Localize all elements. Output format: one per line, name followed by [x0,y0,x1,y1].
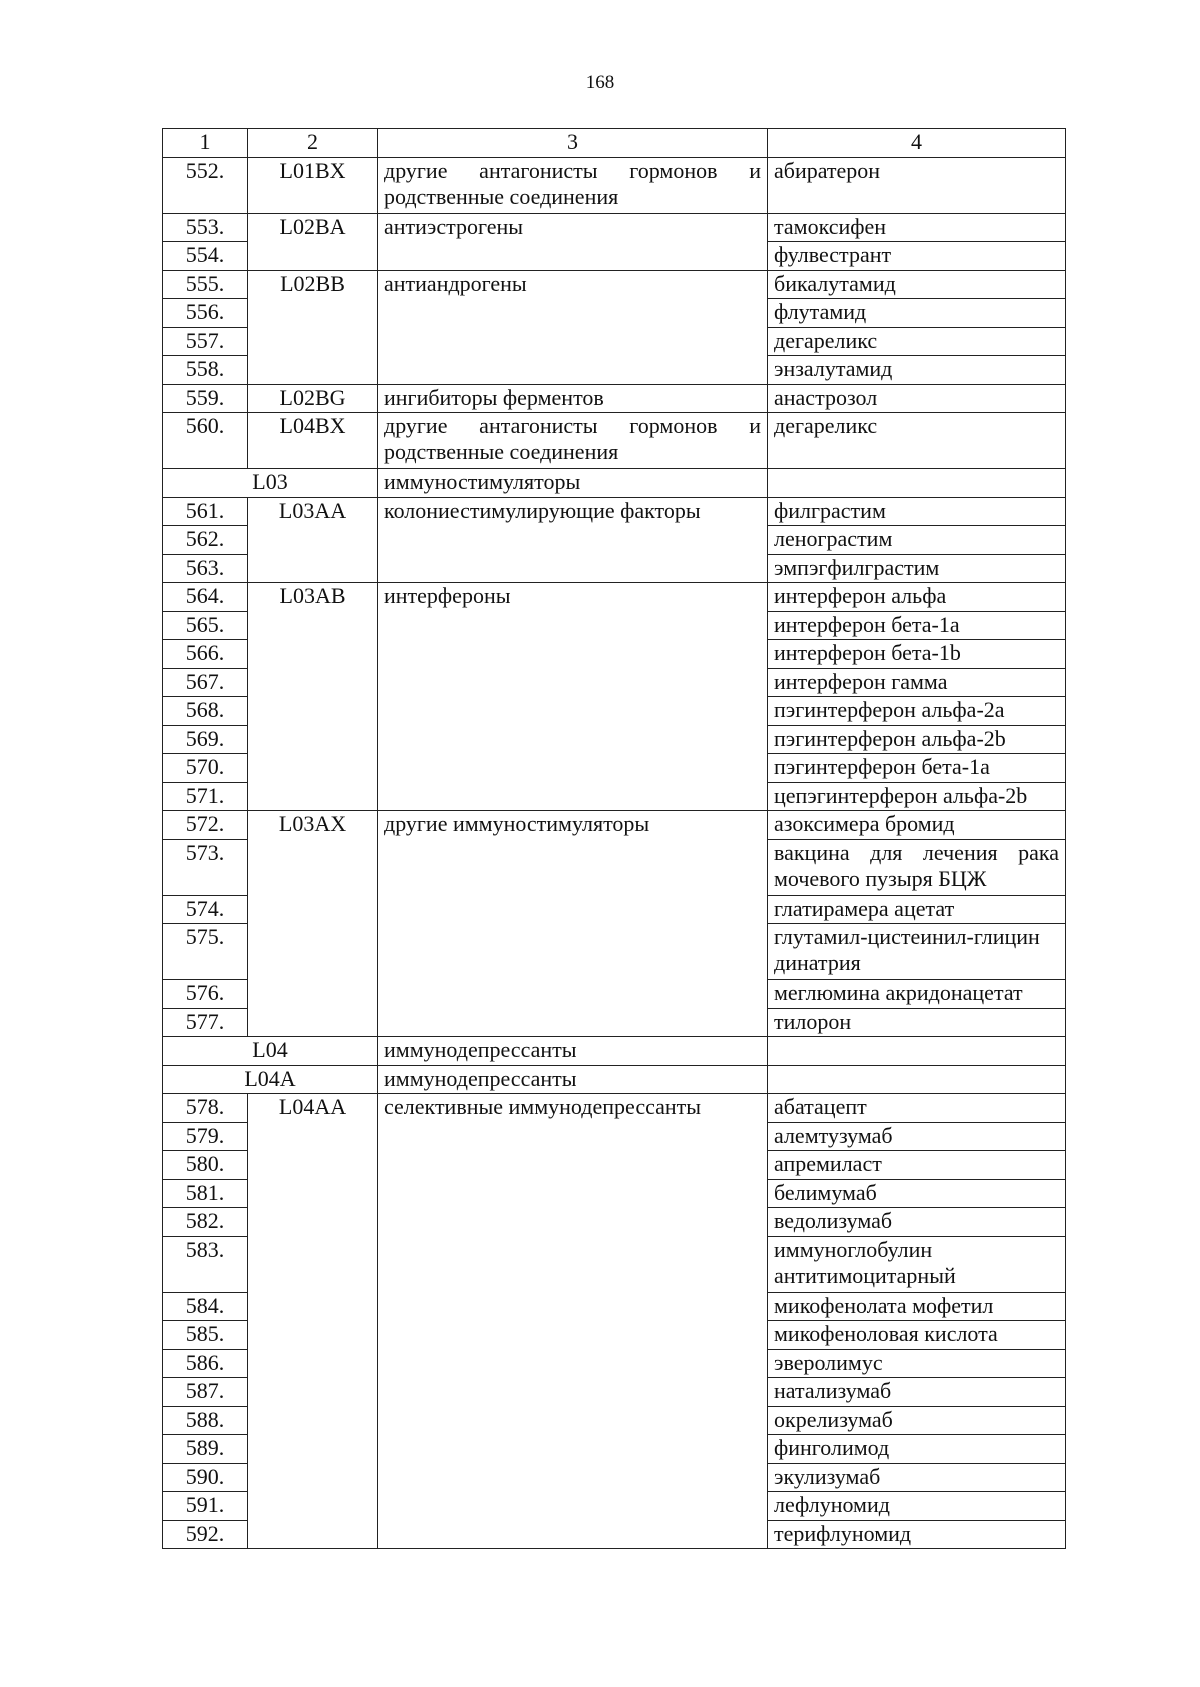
row-number-cell: 561. [163,497,248,526]
row-number-cell: 569. [163,725,248,754]
section-empty-cell [768,1065,1066,1094]
atc-code-cell: L02BG [248,384,378,413]
row-number-cell: 557. [163,327,248,356]
header-col-4: 4 [768,129,1066,158]
row-number-cell: 552. [163,157,248,213]
row-number-cell: 574. [163,895,248,924]
row-number-cell: 570. [163,754,248,783]
header-col-2: 2 [248,129,378,158]
drug-name-cell: анастрозол [768,384,1066,413]
header-col-1: 1 [163,129,248,158]
atc-code-cell: L02BB [248,270,378,384]
section-code-cell: L04A [163,1065,378,1094]
row-number-cell: 590. [163,1463,248,1492]
table-row [163,157,1066,213]
atc-code-cell: L03AB [248,583,378,811]
drug-name-cell: алемтузумаб [768,1122,1066,1151]
drug-name-cell: микофенолата мофетил [768,1292,1066,1321]
drug-name-cell: филграстим [768,497,1066,526]
row-number-cell: 566. [163,640,248,669]
drug-name-cell: меглюмина акридонацетат [768,980,1066,1009]
drug-name-cell: тилорон [768,1008,1066,1037]
atc-code-cell: L04AA [248,1094,378,1549]
section-row [163,1065,1066,1094]
row-number-cell: 578. [163,1094,248,1123]
table-row [163,413,1066,469]
row-number-cell: 556. [163,299,248,328]
atc-code-cell: L01BX [248,157,378,213]
drug-name-cell: интерферон бета-1a [768,611,1066,640]
table-row [163,213,1066,242]
drug-name-cell: белимумаб [768,1179,1066,1208]
row-number-cell: 589. [163,1435,248,1464]
drug-name-cell: дегареликс [768,327,1066,356]
drug-name-cell: пэгинтерферон альфа-2b [768,725,1066,754]
atc-code-cell: L02BA [248,213,378,270]
row-number-cell: 565. [163,611,248,640]
row-number-cell: 555. [163,270,248,299]
row-number-cell: 576. [163,980,248,1009]
table-row [163,811,1066,840]
drug-name-cell: апремиласт [768,1151,1066,1180]
section-group-cell: иммунодепрессанты [378,1037,768,1066]
row-number-cell: 573. [163,839,248,895]
drug-name-cell: бикалутамид [768,270,1066,299]
row-number-cell: 563. [163,554,248,583]
section-row [163,1037,1066,1066]
drug-name-cell: пэгинтерферон бета-1a [768,754,1066,783]
group-name-cell: интерфероны [378,583,768,811]
section-group-cell: иммунодепрессанты [378,1065,768,1094]
row-number-cell: 579. [163,1122,248,1151]
row-number-cell: 562. [163,526,248,555]
drug-name-cell: лефлуномид [768,1492,1066,1521]
group-name-cell: другие антагонисты гормонов и родственные соединения [378,157,768,213]
section-empty-cell [768,1037,1066,1066]
group-name-cell: селективные иммунодепрессанты [378,1094,768,1549]
drug-name-cell: фулвестрант [768,242,1066,271]
drug-name-cell: энзалутамид [768,356,1066,385]
row-number-cell: 567. [163,668,248,697]
drug-name-cell: натализумаб [768,1378,1066,1407]
table-row [163,270,1066,299]
section-code-cell: L03 [163,469,378,498]
group-name-cell: ингибиторы ферментов [378,384,768,413]
row-number-cell: 580. [163,1151,248,1180]
group-name-cell: колониестимулирующие факторы [378,497,768,583]
medication-table [162,128,1066,1549]
row-number-cell: 586. [163,1349,248,1378]
drug-name-cell: абиратерон [768,157,1066,213]
drug-name-cell: ленограстим [768,526,1066,555]
row-number-cell: 587. [163,1378,248,1407]
table-row [163,1094,1066,1123]
section-row [163,469,1066,498]
row-number-cell: 575. [163,924,248,980]
row-number-cell: 582. [163,1208,248,1237]
group-name-cell: антиандрогены [378,270,768,384]
drug-name-cell: терифлуномид [768,1520,1066,1549]
drug-name-cell: иммуноглобулин антитимоцитарный [768,1236,1066,1292]
group-name-cell: другие антагонисты гормонов и родственные соединения [378,413,768,469]
drug-name-cell: ведолизумаб [768,1208,1066,1237]
row-number-cell: 560. [163,413,248,469]
row-number-cell: 584. [163,1292,248,1321]
table-row [163,583,1066,612]
drug-name-cell: флутамид [768,299,1066,328]
drug-name-cell: интерферон бета-1b [768,640,1066,669]
section-empty-cell [768,469,1066,498]
row-number-cell: 588. [163,1406,248,1435]
row-number-cell: 571. [163,782,248,811]
page-number: 168 [585,72,615,93]
drug-name-cell: эверолимус [768,1349,1066,1378]
table-row [163,384,1066,413]
drug-name-cell: дегареликс [768,413,1066,469]
table-body [163,157,1066,1549]
drug-name-cell: экулизумаб [768,1463,1066,1492]
group-name-cell: другие иммуностимуляторы [378,811,768,1037]
row-number-cell: 572. [163,811,248,840]
group-name-cell: антиэстрогены [378,213,768,270]
section-group-cell: иммуностимуляторы [378,469,768,498]
drug-name-cell: глатирамера ацетат [768,895,1066,924]
row-number-cell: 564. [163,583,248,612]
header-col-3: 3 [378,129,768,158]
row-number-cell: 553. [163,213,248,242]
row-number-cell: 559. [163,384,248,413]
atc-code-cell: L03AA [248,497,378,583]
drug-name-cell: вакцина для лечения рака мочевого пузыря БЦЖ [768,839,1066,895]
drug-name-cell: цепэгинтерферон альфа-2b [768,782,1066,811]
row-number-cell: 554. [163,242,248,271]
drug-name-cell: азоксимера бромид [768,811,1066,840]
section-code-cell: L04 [163,1037,378,1066]
drug-name-cell: глутамил-цистеинил-глицин динатрия [768,924,1066,980]
drug-name-cell: эмпэгфилграстим [768,554,1066,583]
drug-name-cell: абатацепт [768,1094,1066,1123]
row-number-cell: 577. [163,1008,248,1037]
row-number-cell: 591. [163,1492,248,1521]
atc-code-cell: L04BX [248,413,378,469]
row-number-cell: 581. [163,1179,248,1208]
drug-name-cell: интерферон гамма [768,668,1066,697]
drug-name-cell: тамоксифен [768,213,1066,242]
atc-code-cell: L03AX [248,811,378,1037]
drug-name-cell: интерферон альфа [768,583,1066,612]
row-number-cell: 568. [163,697,248,726]
drug-name-cell: окрелизумаб [768,1406,1066,1435]
drug-name-cell: микофеноловая кислота [768,1321,1066,1350]
row-number-cell: 592. [163,1520,248,1549]
drug-name-cell: пэгинтерферон альфа-2a [768,697,1066,726]
table-header-row [163,129,1066,158]
row-number-cell: 583. [163,1236,248,1292]
table-row [163,497,1066,526]
row-number-cell: 558. [163,356,248,385]
drug-name-cell: финголимод [768,1435,1066,1464]
row-number-cell: 585. [163,1321,248,1350]
